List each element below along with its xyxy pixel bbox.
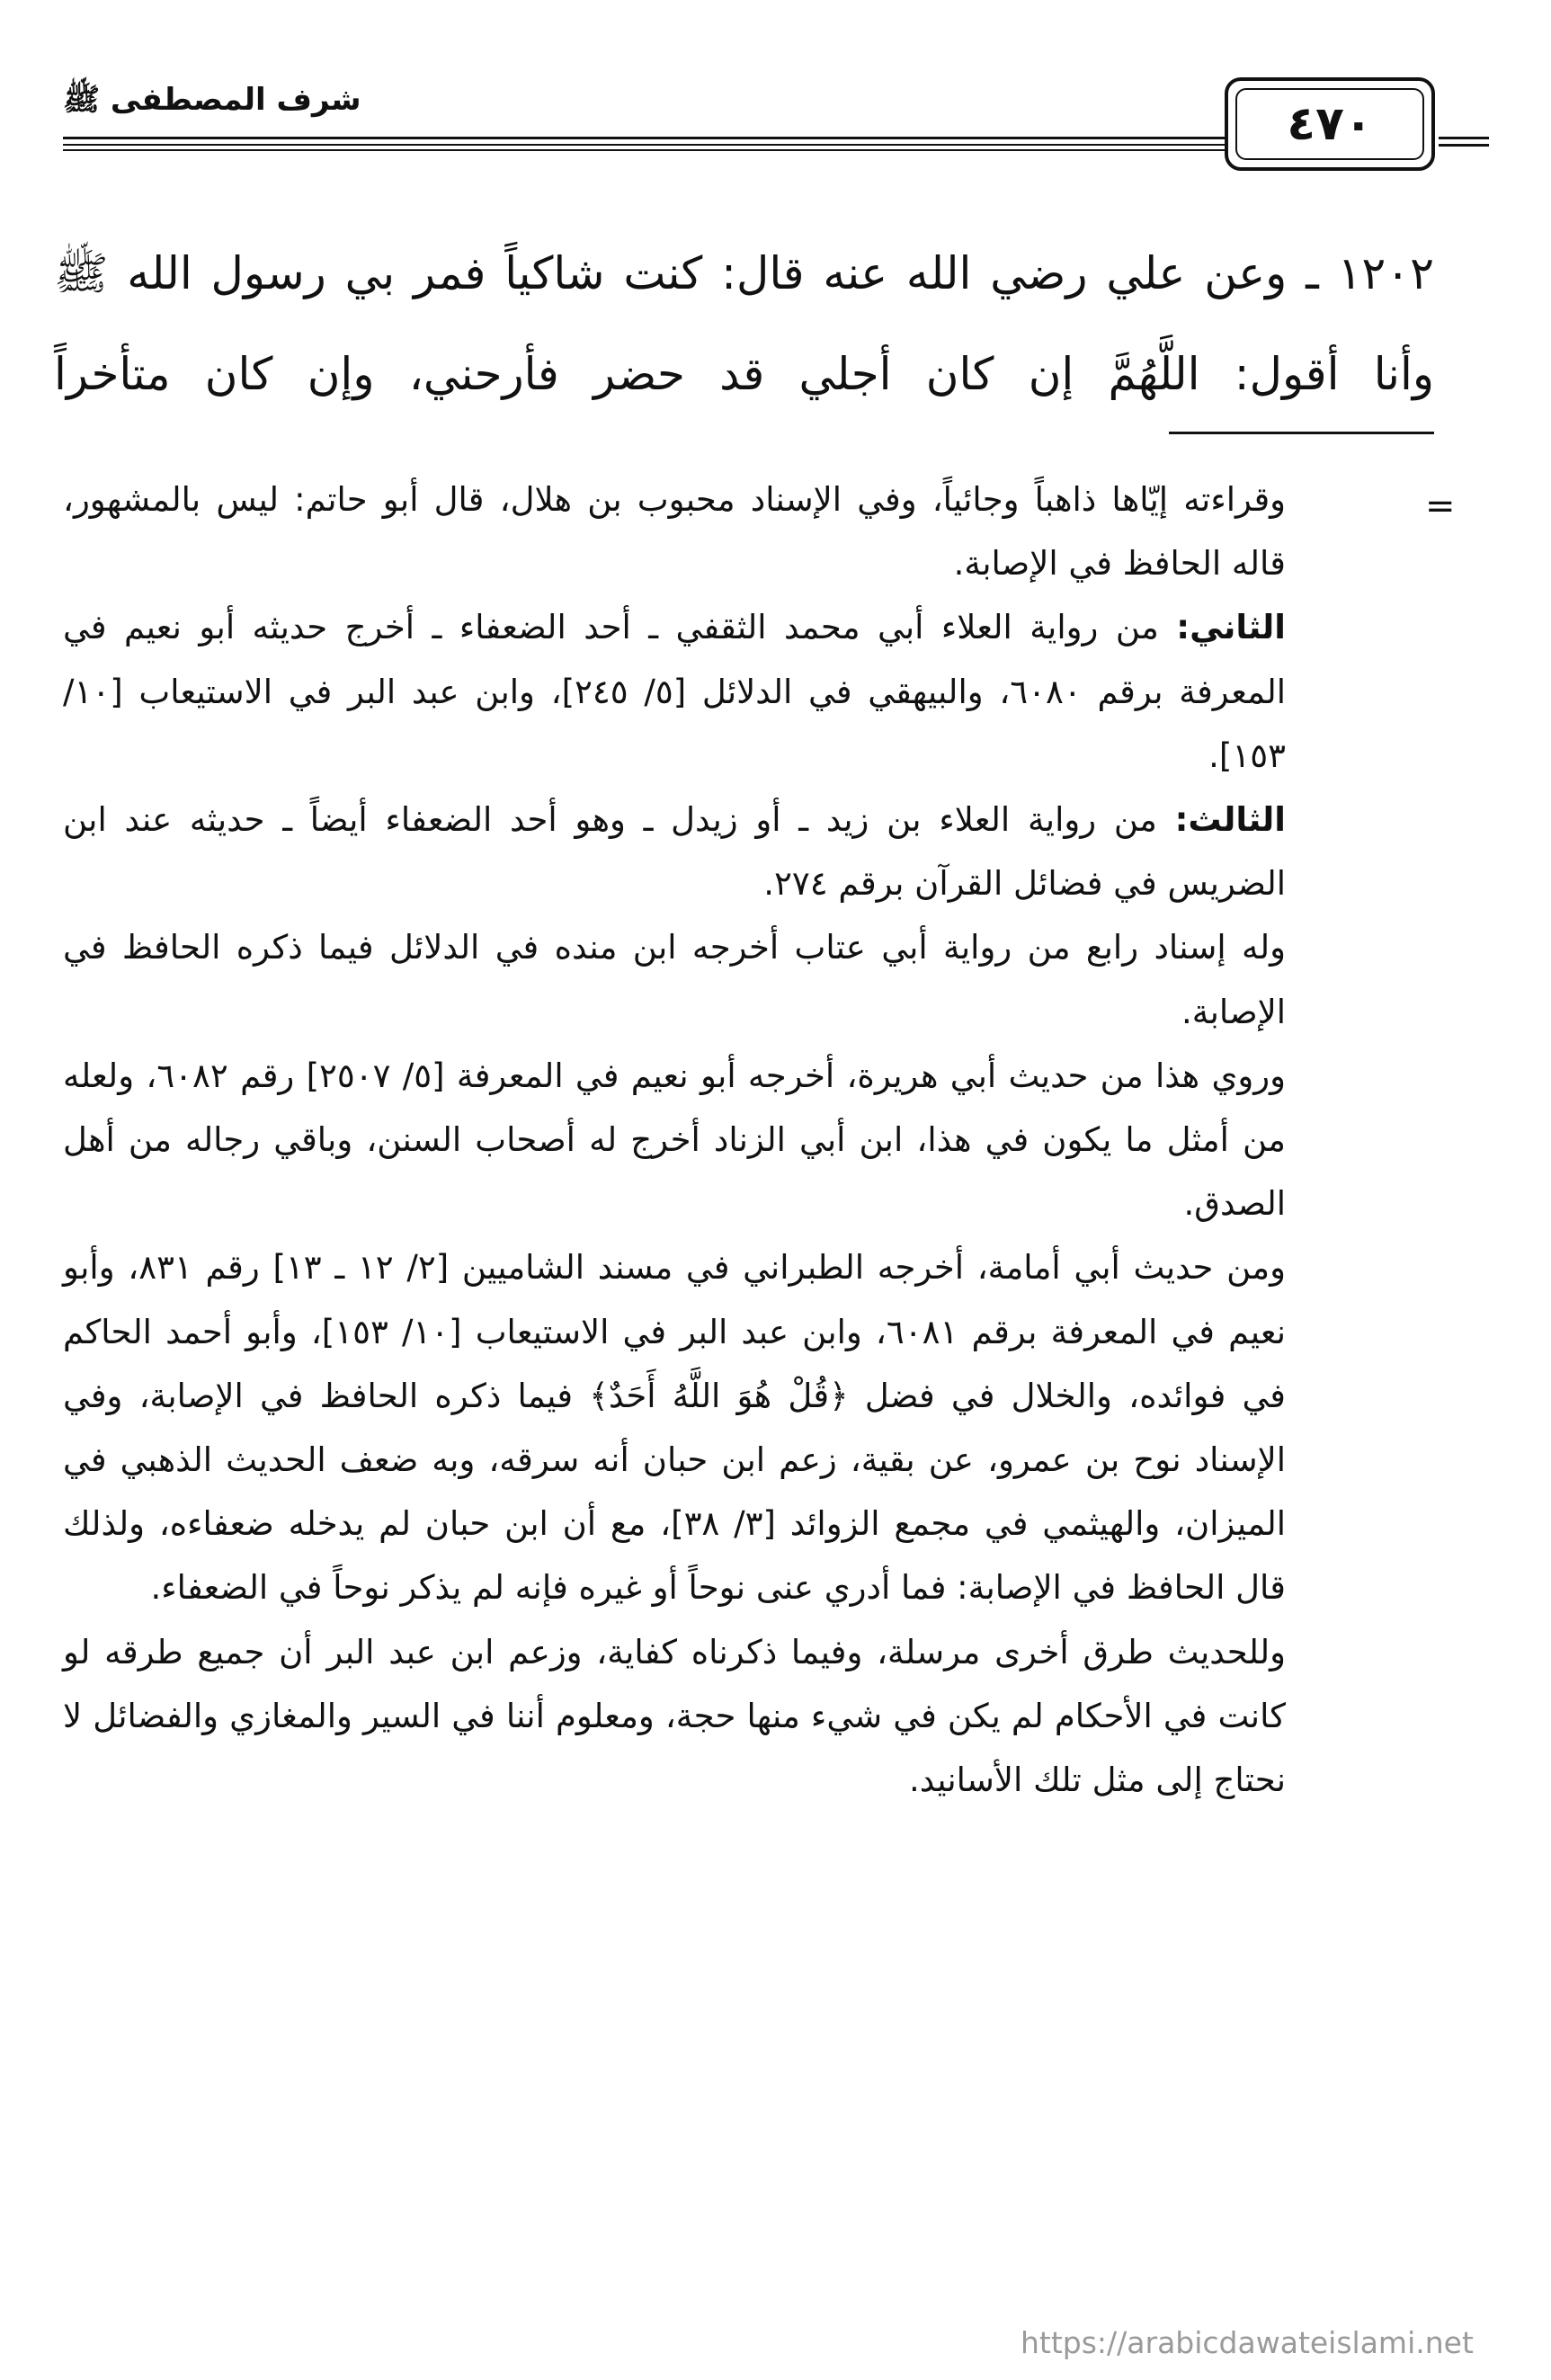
header-right-rule — [1439, 137, 1489, 151]
page-number-frame — [1225, 77, 1435, 171]
header-rule-lines — [63, 137, 1259, 151]
footnotes — [63, 468, 1286, 1812]
footnote-paragraph: وله إسناد رابع من رواية أبي عتاب أخرجه ابن منده في الدلائل فيما ذكره الحافظ في الإصابة. — [63, 928, 1286, 1031]
footnote-lead: الثالث: — [1174, 800, 1286, 840]
continuation-mark: = — [1425, 486, 1456, 527]
hadith-line-2: وأنا أقول: اللَّهُمَّ إن كان أجلي قد حضر فأرحني، وإن كان متأخراً — [54, 348, 1434, 400]
footnote-paragraph: وقراءته إيّاها ذاهباً وجائياً، وفي الإسناد محبوب بن هلال، قال أبو حاتم: ليس بالمشهور، قاله الحافظ في الإصابة. — [63, 480, 1286, 584]
footnote-text: من رواية العلاء بن زيد ـ أو زيدل ـ وهو أحد الضعفاء أيضاً ـ حديثه عند ابن الضريس في فضائل القرآن برقم ٢٧٤. — [63, 800, 1286, 904]
hadith-line-1: ١٢٠٢ ـ وعن علي رضي الله عنه قال: كنت شاكياً فمر بي رسول الله ﷺ — [54, 247, 1434, 299]
footnote-text: من رواية العلاء أبي محمد الثقفي ـ أحد الضعفاء ـ أخرج حديثه أبو نعيم في المعرفة برقم ٦٠٨٠، والبيهقي في الدلائل [٥/ ٢٤٥]، وابن عبد البر في الاستيعاب [١٠/ ١٥٣]. — [63, 608, 1286, 775]
footnote-lead: الثاني: — [1176, 608, 1286, 647]
footnote-paragraph: وللحديث طرق أخرى مرسلة، وفيما ذكرناه كفاية، وزعم ابن عبد البر أن جميع طرقه لو كانت في الأحكام لم يكن في شيء منها حجة، ومعلوم أننا في السير والمغازي والفضائل لا نحتاج إلى مثل تلك الأسانيد. — [63, 1632, 1286, 1800]
footnote-paragraph: وروي هذا من حديث أبي هريرة، أخرجه أبو نعيم في المعرفة [٥/ ٢٥٠٧] رقم ٦٠٨٢، ولعله من أمثل ما يكون في هذا، ابن أبي الزناد أخرج له أصحاب السنن، وباقي رجاله من أهل الصدق. — [63, 1056, 1287, 1224]
footnote-paragraph — [63, 595, 1286, 788]
hadith-text — [54, 223, 1434, 424]
footnote-paragraph: ومن حديث أبي أمامة، أخرجه الطبراني في مسند الشاميين [٢/ ١٢ ـ ١٣] رقم ٨٣١، وأبو نعيم في المعرفة برقم ٦٠٨١، وابن عبد البر في الاستيعاب [١٠/ ١٥٣]، وأبو أحمد الحاكم في فوائده، والخلال في فضل ﴿قُلْ هُوَ اللَّهُ أَحَدٌ﴾ فيما ذكره الحافظ في الإصابة، وفي الإسناد نوح بن عمرو، عن بقية، زعم ابن حبان أنه سرقه، وبه ضعف الحديث الذهبي في الميزان، والهيثمي في مجمع الزوائد [٣/ ٣٨]، مع أن ابن حبان لم يدخله ضعفاءه، ولذلك قال الحافظ في الإصابة: فما أدري عنى نوحاً أو غيره فإنه لم يذكر نوحاً في الضعفاء. — [63, 1248, 1287, 1608]
page-number: ٤٧٠ — [1287, 97, 1373, 151]
book-title: شرف المصطفى ﷺ — [63, 82, 361, 118]
footnote-separator — [1169, 432, 1434, 434]
watermark-url: https://arabicdawateislami.net — [1021, 2325, 1474, 2360]
footnote-paragraph — [63, 788, 1286, 915]
page-header — [54, 72, 1443, 171]
